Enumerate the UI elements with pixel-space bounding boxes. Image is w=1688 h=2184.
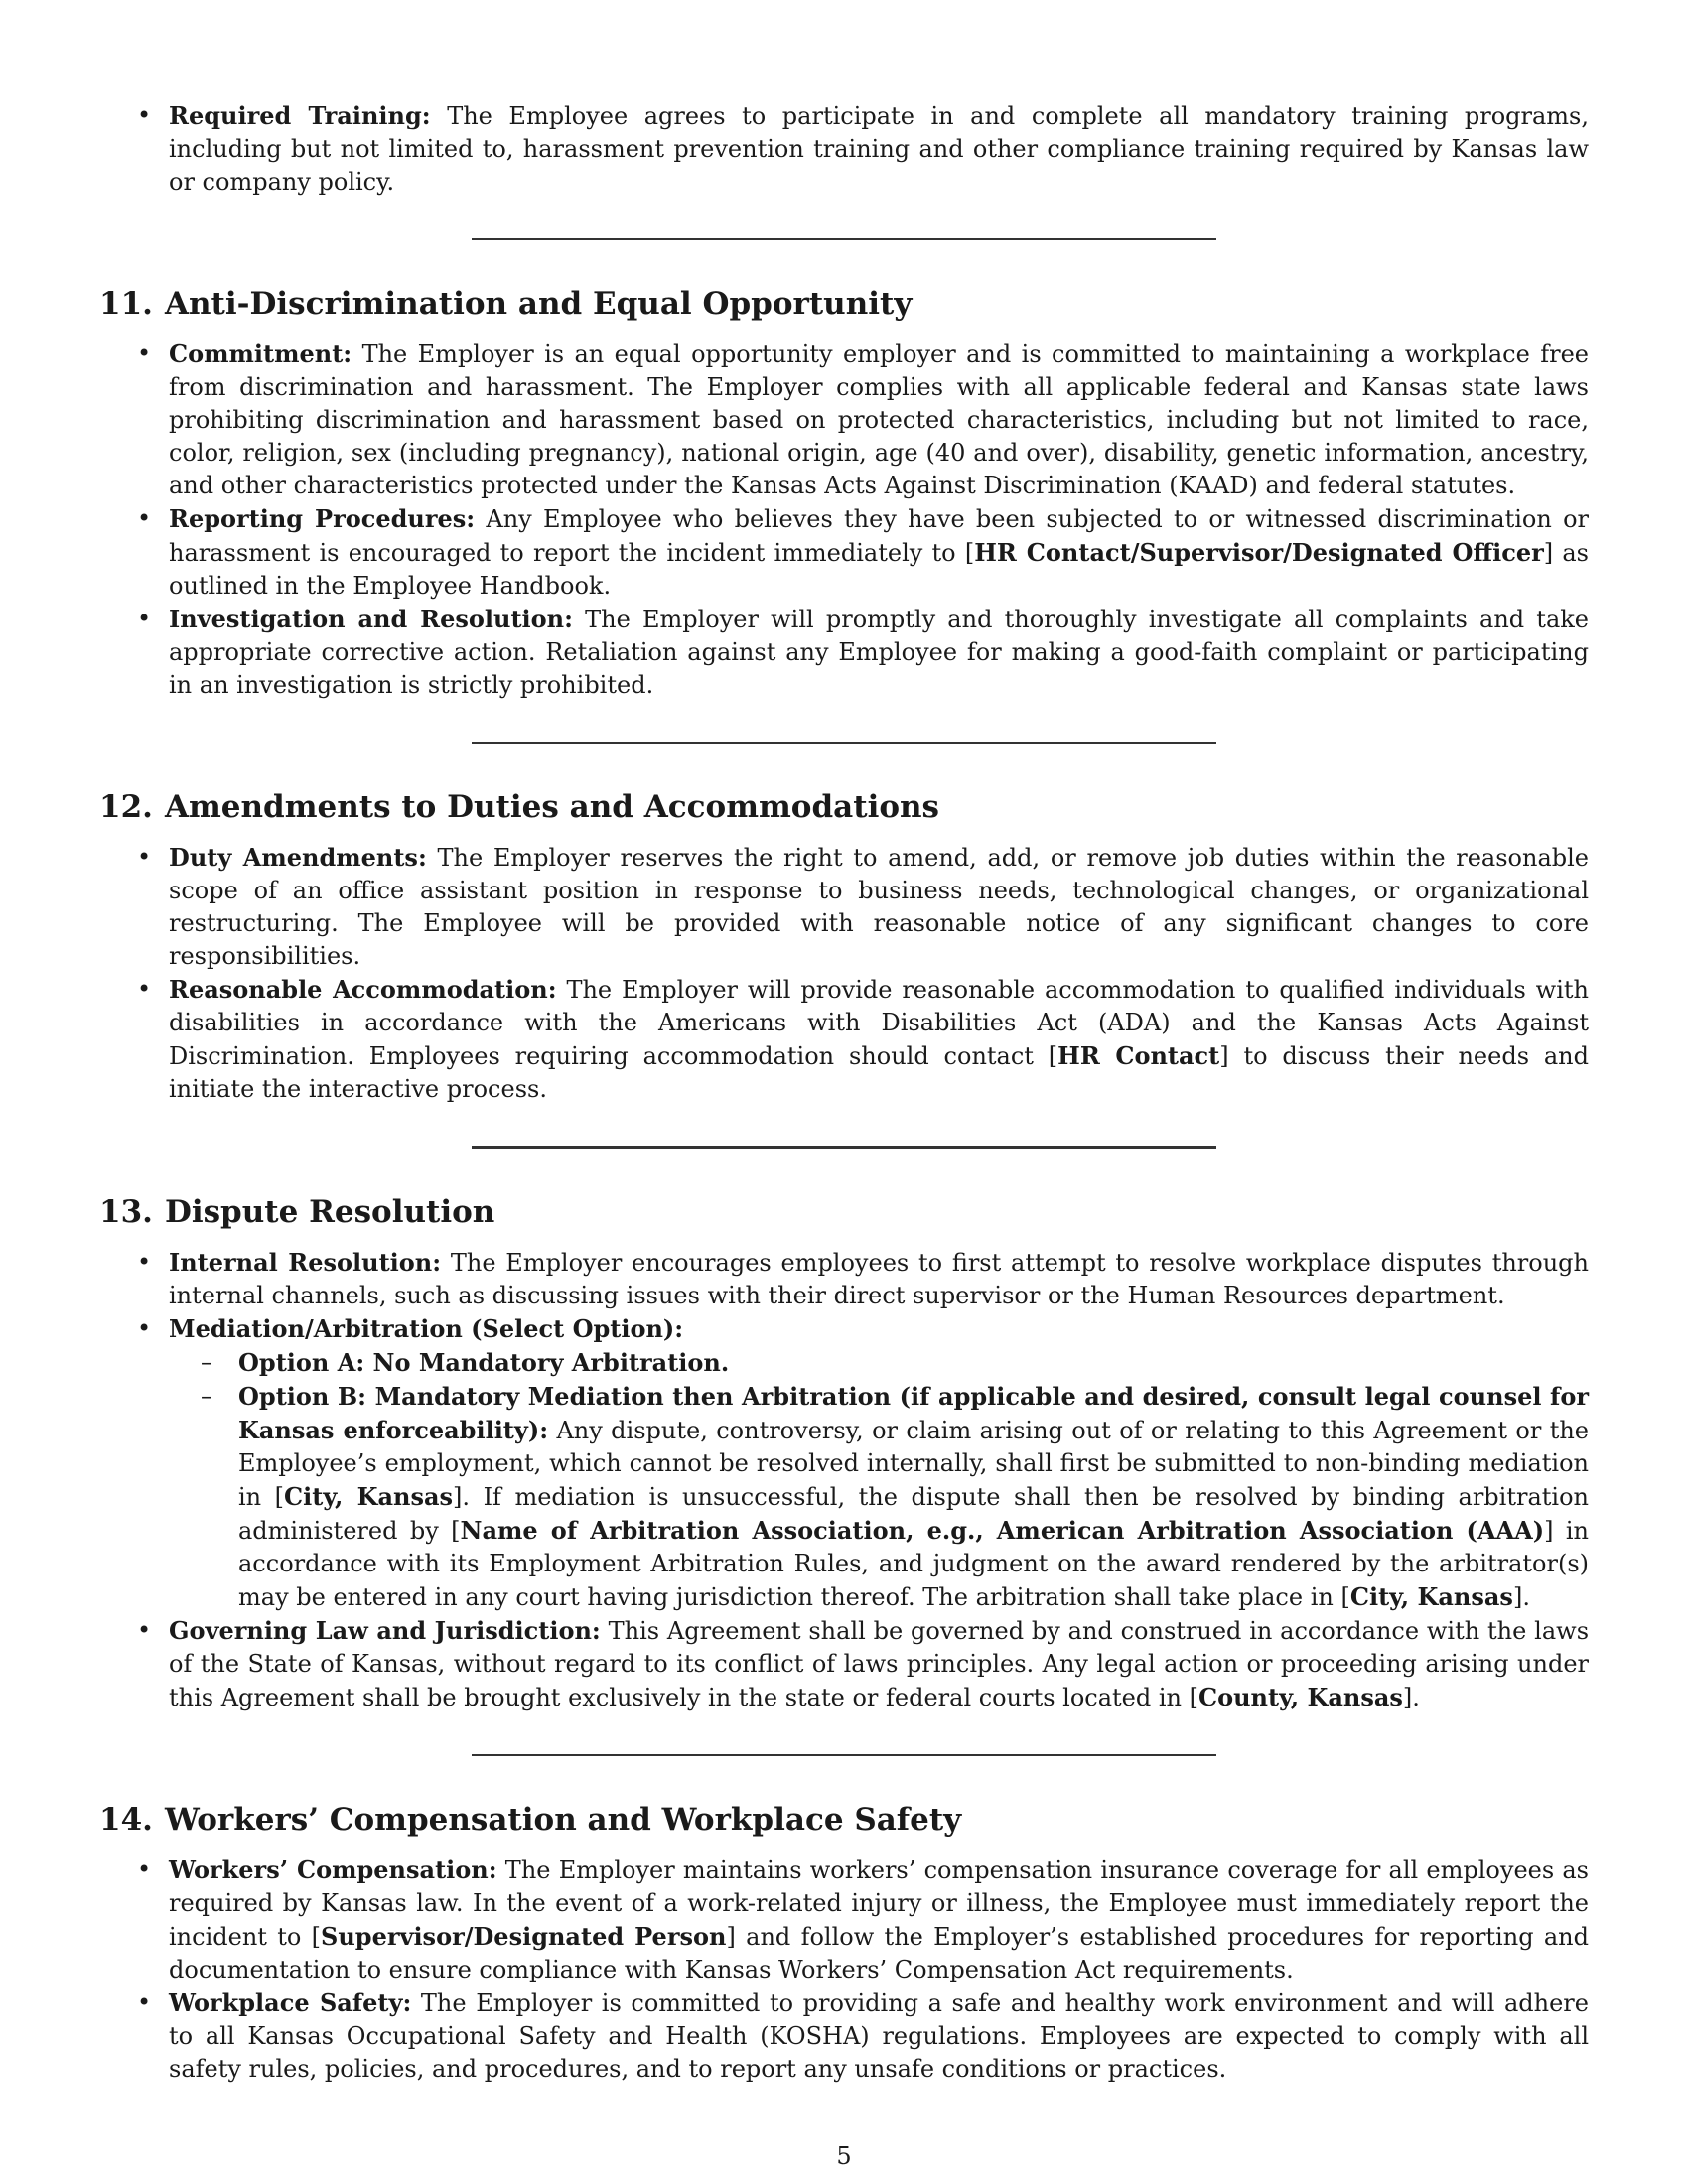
item-label: Required Training: bbox=[169, 101, 431, 130]
item-text: ] and follow the Employer’s established procedures for reporting and documentation to ensure compliance with Kansas Workers’ Compensation Act requirements. bbox=[169, 1923, 1589, 1983]
list-item-workers-compensation bbox=[99, 1853, 1589, 1986]
section-heading-11 bbox=[99, 284, 1589, 324]
bullet-icon: • bbox=[137, 1855, 152, 1883]
placeholder-field: Name of Arbitration Association, e.g., American Arbitration Association (AAA) bbox=[460, 1516, 1545, 1545]
dash-icon: – bbox=[201, 1348, 212, 1376]
section-title: Workers’ Compensation and Workplace Safety bbox=[164, 1802, 962, 1838]
placeholder-field: HR Contact/Supervisor/Designated Officer bbox=[974, 538, 1544, 567]
option-a-label: Option A: No Mandatory Arbitration. bbox=[238, 1348, 730, 1377]
item-text: ]. bbox=[1402, 1684, 1420, 1711]
item-label: Workplace Safety: bbox=[169, 1988, 412, 2017]
list-item-governing-law bbox=[99, 1614, 1589, 1714]
section-number: 12. bbox=[99, 789, 153, 825]
item-text: Any Employee who believes they have been subjected to or witnessed discrimination or harassment is encouraged to report the incident immediately to [ bbox=[169, 505, 1589, 567]
item-text: The Employer reserves the right to amend, add, or remove job duties within the reasonable scope of an office assistant position in response to business needs, technological changes, or organizational restructuring. The Employee will be provided with reasonable notice of any significant changes to core responsibilities. bbox=[169, 844, 1590, 970]
item-label: Investigation and Resolution: bbox=[169, 605, 573, 633]
section-number: 13. bbox=[99, 1194, 153, 1230]
placeholder-field: City, Kansas bbox=[1349, 1582, 1513, 1611]
list-item-mediation-arbitration bbox=[99, 1312, 1589, 1614]
section-title: Anti-Discrimination and Equal Opportunity bbox=[164, 286, 913, 322]
item-label: Internal Resolution: bbox=[169, 1248, 442, 1277]
list-item-reporting-procedures bbox=[99, 502, 1589, 603]
item-text: The Employer will provide reasonable accommodation to qualified individuals with disabilities in accordance with the Americans with Disabilities Act (ADA) and the Kansas Acts Against Discrimination. Employees requiring accommodation should contact [ bbox=[169, 976, 1590, 1070]
option-list bbox=[169, 1346, 1589, 1614]
section-number: 14. bbox=[99, 1802, 153, 1838]
section-divider bbox=[472, 238, 1216, 240]
item-label: Commitment: bbox=[169, 340, 352, 368]
item-label: Duty Amendments: bbox=[169, 843, 427, 872]
section-divider bbox=[472, 1754, 1216, 1756]
section-title: Amendments to Duties and Accommodations bbox=[164, 789, 940, 825]
item-text: ] to discuss their needs and initiate the interactive process. bbox=[169, 1042, 1589, 1103]
bullet-icon: • bbox=[137, 1988, 152, 2016]
item-label: Governing Law and Jurisdiction: bbox=[169, 1616, 601, 1645]
section-heading-13 bbox=[99, 1192, 1589, 1232]
option-a-item bbox=[169, 1346, 1589, 1380]
item-label: Reasonable Accommodation: bbox=[169, 975, 557, 1004]
placeholder-field: City, Kansas bbox=[284, 1482, 454, 1511]
item-label: Reporting Procedures: bbox=[169, 504, 476, 533]
item-text: ] in accordance with its Employment Arbitration Rules, and judgment on the award rendered by the arbitrator(s) may be entered in any court having jurisdiction thereof. The arbitration shall take place in [ bbox=[238, 1517, 1590, 1611]
item-text: The Employer is an equal opportunity employer and is committed to maintaining a workplace free from discrimination and harassment. The Employer complies with all applicable federal and Kansas state laws prohibiting discrimination and harassment based on protected characteristics, including but not limited to race, color, religion, sex (including pregnancy), national origin, age (40 and over), disability, genetic information, ancestry, and other characteristics protected under the Kansas Acts Against Discrimination (KAAD) and federal statutes. bbox=[169, 341, 1589, 499]
bullet-icon: • bbox=[137, 1314, 152, 1342]
list-item-investigation bbox=[99, 603, 1589, 702]
section-11-list bbox=[99, 338, 1589, 702]
section-title: Dispute Resolution bbox=[164, 1194, 495, 1230]
item-text: ]. bbox=[1512, 1583, 1530, 1611]
option-b-label: Option B: Mandatory Mediation then Arbitration (if applicable and desired, consult legal counsel for Kansas enforceability): bbox=[238, 1382, 1589, 1444]
item-text: The Employer encourages employees to first attempt to resolve workplace disputes through internal channels, such as discussing issues with their direct supervisor or the Human Resources department. bbox=[169, 1249, 1589, 1309]
item-label: Workers’ Compensation: bbox=[169, 1855, 497, 1884]
item-text: The Employer is committed to providing a safe and healthy work environment and will adhere to all Kansas Occupational Safety and Health (KOSHA) regulations. Employees are expected to comply with all safety rules, policies, and procedures, and to report any unsafe conditions or practices. bbox=[169, 1989, 1589, 2083]
bullet-icon: • bbox=[137, 1616, 152, 1644]
section-heading-14 bbox=[99, 1800, 1589, 1840]
bullet-icon: • bbox=[137, 1248, 152, 1276]
option-b-item bbox=[169, 1380, 1589, 1614]
section-13-list bbox=[99, 1246, 1589, 1714]
item-text: The Employer will promptly and thoroughly investigate all complaints and take appropriate corrective action. Retaliation against any Employee for making a good-faith complaint or participating in an investigation is strictly prohibited. bbox=[169, 606, 1589, 699]
section-divider bbox=[472, 742, 1216, 744]
document-body bbox=[99, 99, 1589, 2086]
bullet-icon: • bbox=[137, 504, 152, 532]
list-item-internal-resolution bbox=[99, 1246, 1589, 1312]
list-item-required-training bbox=[99, 99, 1589, 199]
bullet-icon: • bbox=[137, 101, 152, 129]
bullet-icon: • bbox=[137, 605, 152, 632]
item-text: The Employer maintains workers’ compensation insurance coverage for all employees as required by Kansas law. In the event of a work-related injury or illness, the Employee must immediately report the incident to [ bbox=[169, 1856, 1590, 1951]
placeholder-field: HR Contact bbox=[1057, 1041, 1220, 1070]
dash-icon: – bbox=[201, 1382, 212, 1410]
section-heading-12 bbox=[99, 787, 1589, 827]
section-number: 11. bbox=[99, 286, 153, 322]
section-divider bbox=[472, 1146, 1216, 1149]
item-text: The Employee agrees to participate in and complete all mandatory training programs, including but not limited to, harassment prevention training and other compliance training required by Kansas law or company policy. bbox=[169, 102, 1589, 196]
item-text: ]. If mediation is unsuccessful, the dispute shall then be resolved by binding arbitration administered by [ bbox=[238, 1483, 1589, 1545]
bullet-icon: • bbox=[137, 340, 152, 367]
list-item-reasonable-accommodation bbox=[99, 973, 1589, 1106]
section-12-list bbox=[99, 841, 1589, 1106]
page-number: 5 bbox=[836, 2142, 852, 2170]
section-10-continuation bbox=[99, 99, 1589, 199]
placeholder-field: County, Kansas bbox=[1198, 1683, 1403, 1711]
item-text: Any dispute, controversy, or claim arising out of or relating to this Agreement or the Employee’s employment, which cannot be resolved internally, shall first be submitted to non-binding mediation in [ bbox=[238, 1417, 1590, 1511]
item-text: ] as outlined in the Employee Handbook. bbox=[169, 539, 1589, 600]
bullet-icon: • bbox=[137, 975, 152, 1003]
list-item-duty-amendments bbox=[99, 841, 1589, 973]
section-14-list bbox=[99, 1853, 1589, 2086]
list-item-commitment bbox=[99, 338, 1589, 502]
placeholder-field: Supervisor/Designated Person bbox=[321, 1922, 727, 1951]
item-text: This Agreement shall be governed by and construed in accordance with the laws of the State of Kansas, without regard to its conflict of laws principles. Any legal action or proceeding arising under this Agreement shall be brought exclusively in the state or federal courts located in [ bbox=[169, 1617, 1590, 1711]
list-item-workplace-safety bbox=[99, 1986, 1589, 2086]
bullet-icon: • bbox=[137, 843, 152, 871]
item-label: Mediation/Arbitration (Select Option): bbox=[169, 1314, 684, 1343]
